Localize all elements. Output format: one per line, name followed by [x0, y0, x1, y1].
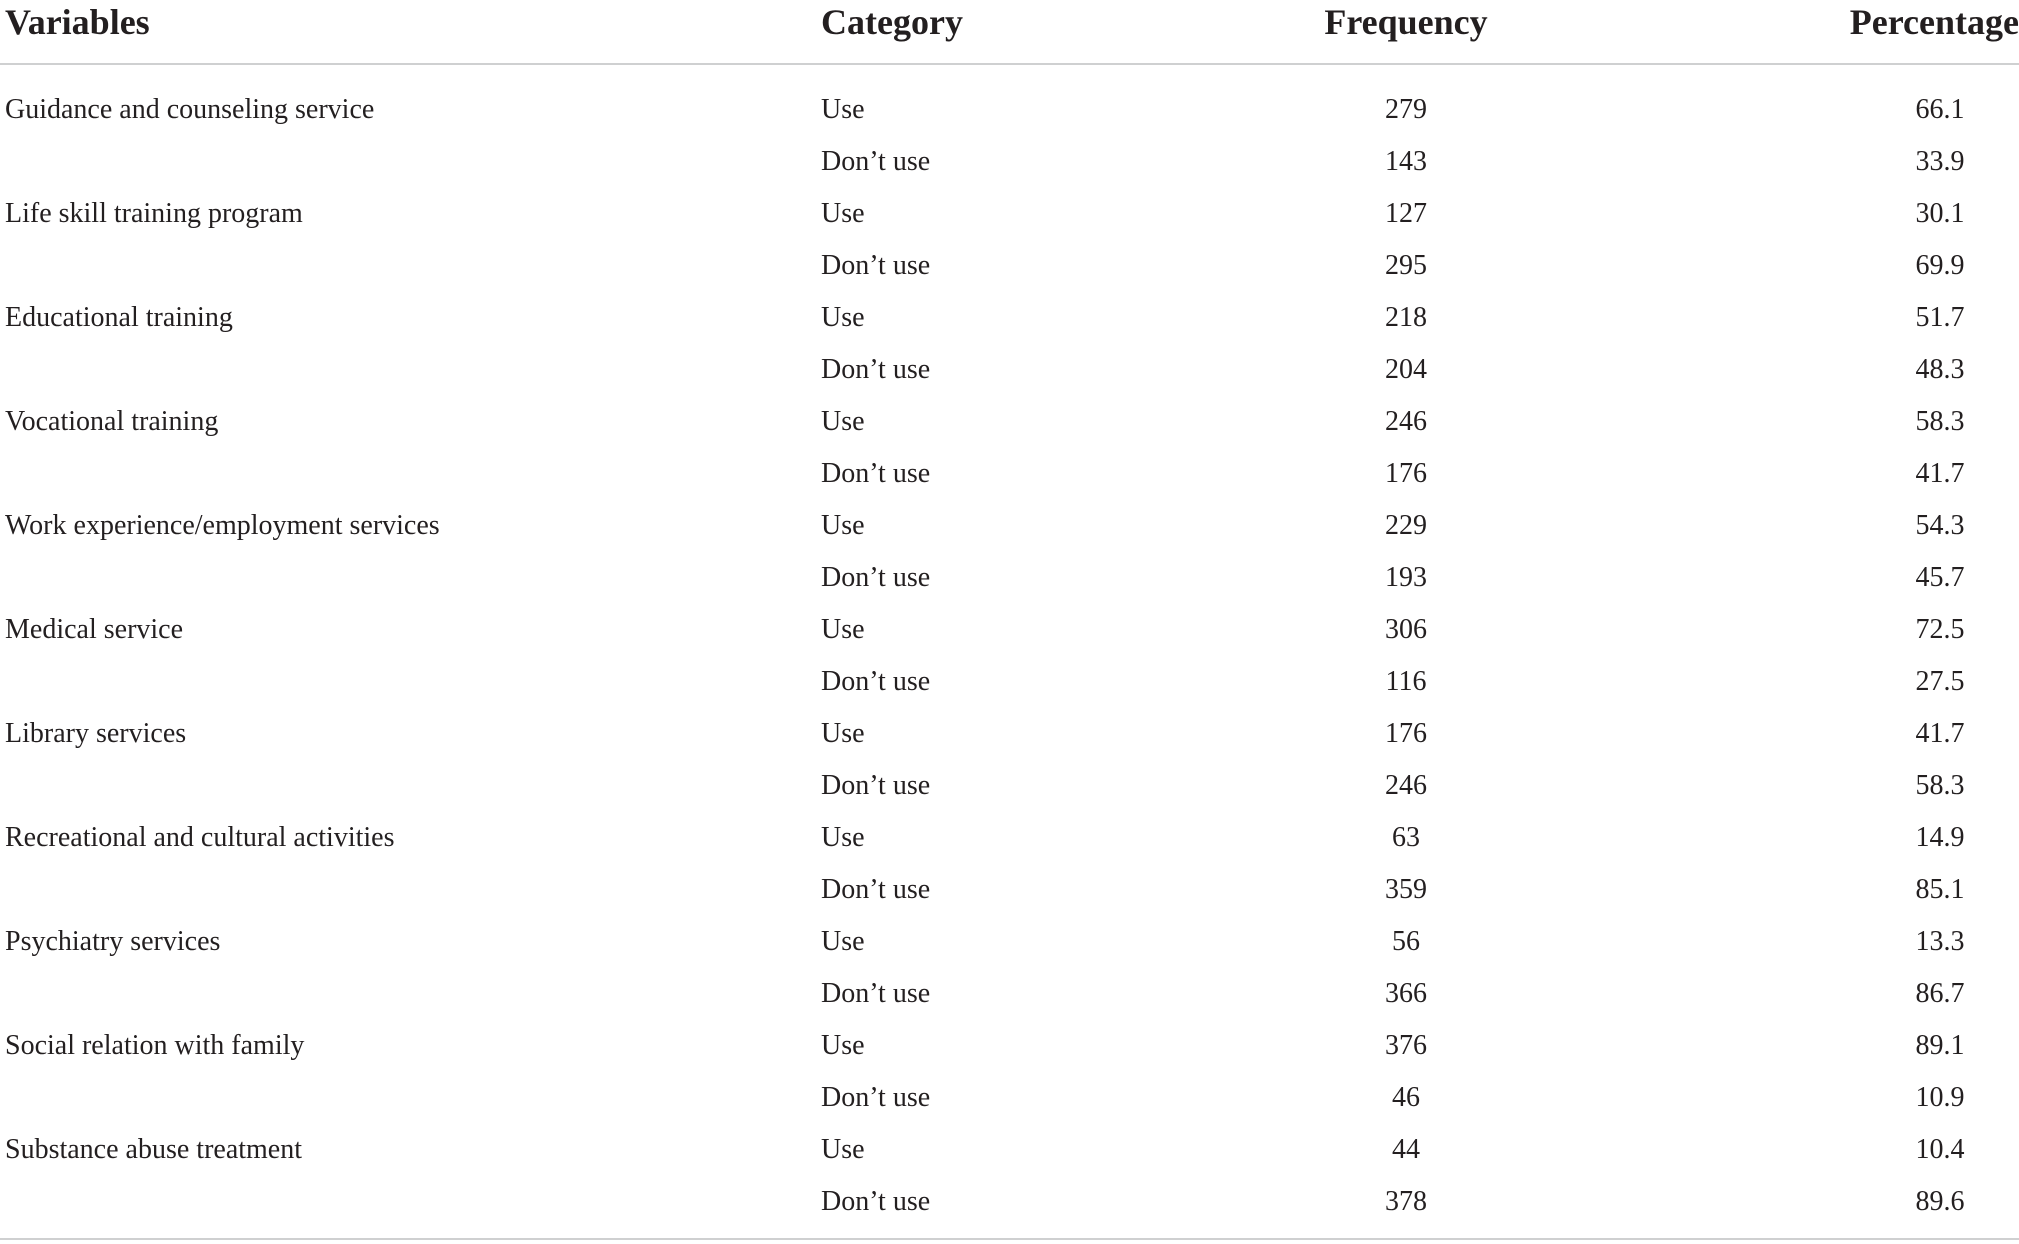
- cell-category: Use: [821, 822, 865, 853]
- table-row: [0, 660, 2019, 712]
- header-category: Category: [821, 2, 963, 42]
- cell-frequency: 218: [1385, 302, 1427, 333]
- table-row: [0, 244, 2019, 296]
- cell-variable: Recreational and cultural activities: [5, 822, 395, 853]
- cell-frequency: 295: [1385, 250, 1427, 281]
- cell-variable: Social relation with family: [5, 1030, 305, 1061]
- table-bottom-rule: [0, 1238, 2019, 1240]
- cell-variable: Library services: [5, 718, 187, 749]
- cell-variable: Educational training: [5, 302, 233, 333]
- table-row: [0, 972, 2019, 1024]
- cell-percentage: 10.9: [1915, 1082, 1965, 1113]
- table-row: [0, 868, 2019, 920]
- cell-category: Don’t use: [821, 874, 931, 905]
- cell-frequency: 44: [1392, 1134, 1420, 1165]
- cell-category: Use: [821, 926, 865, 957]
- cell-percentage: 30.1: [1915, 198, 1965, 229]
- cell-percentage: 69.9: [1915, 250, 1965, 281]
- cell-frequency: 246: [1385, 406, 1427, 437]
- cell-percentage: 33.9: [1915, 146, 1965, 177]
- table-row: [0, 296, 2019, 348]
- header-percentage: Percentage: [1849, 2, 2019, 42]
- table-row: [0, 140, 2019, 192]
- table-row: [0, 88, 2019, 140]
- cell-percentage: 58.3: [1915, 406, 1965, 437]
- cell-category: Don’t use: [821, 146, 931, 177]
- table-row: [0, 1076, 2019, 1128]
- cell-category: Don’t use: [821, 458, 931, 489]
- table-body: [0, 65, 2019, 1232]
- cell-frequency: 246: [1385, 770, 1427, 801]
- cell-frequency: 46: [1392, 1082, 1420, 1113]
- cell-category: Use: [821, 198, 865, 229]
- table-row: [0, 504, 2019, 556]
- table-row: [0, 764, 2019, 816]
- cell-frequency: 176: [1385, 458, 1427, 489]
- cell-percentage: 89.1: [1915, 1030, 1965, 1061]
- cell-category: Use: [821, 302, 865, 333]
- cell-percentage: 54.3: [1915, 510, 1965, 541]
- cell-frequency: 229: [1385, 510, 1427, 541]
- table-row: [0, 192, 2019, 244]
- table-row: [0, 452, 2019, 504]
- cell-category: Use: [821, 510, 865, 541]
- table-row: [0, 920, 2019, 972]
- cell-percentage: 85.1: [1915, 874, 1965, 905]
- cell-frequency: 204: [1385, 354, 1427, 385]
- cell-frequency: 378: [1385, 1186, 1427, 1217]
- cell-percentage: 51.7: [1915, 302, 1965, 333]
- table-row: [0, 816, 2019, 868]
- cell-percentage: 72.5: [1915, 614, 1965, 645]
- cell-variable: Guidance and counseling service: [5, 94, 375, 125]
- cell-percentage: 10.4: [1915, 1134, 1965, 1165]
- table-row: [0, 1024, 2019, 1076]
- table-header: [0, 0, 2019, 65]
- cell-category: Use: [821, 94, 865, 125]
- cell-frequency: 306: [1385, 614, 1427, 645]
- cell-category: Don’t use: [821, 770, 931, 801]
- table-row: [0, 400, 2019, 452]
- header-variables: Variables: [5, 2, 150, 42]
- cell-percentage: 41.7: [1915, 718, 1965, 749]
- table-row: [0, 348, 2019, 400]
- table-row: [0, 1180, 2019, 1232]
- cell-category: Don’t use: [821, 562, 931, 593]
- cell-category: Don’t use: [821, 1186, 931, 1217]
- cell-category: Don’t use: [821, 978, 931, 1009]
- cell-frequency: 63: [1392, 822, 1420, 853]
- cell-category: Use: [821, 406, 865, 437]
- cell-percentage: 66.1: [1915, 94, 1965, 125]
- table-row: [0, 1128, 2019, 1180]
- cell-frequency: 116: [1385, 666, 1427, 697]
- cell-percentage: 58.3: [1915, 770, 1965, 801]
- cell-category: Don’t use: [821, 250, 931, 281]
- cell-category: Use: [821, 614, 865, 645]
- cell-frequency: 176: [1385, 718, 1427, 749]
- cell-category: Use: [821, 1134, 865, 1165]
- cell-frequency: 359: [1385, 874, 1427, 905]
- cell-percentage: 86.7: [1915, 978, 1965, 1009]
- cell-variable: Psychiatry services: [5, 926, 221, 957]
- cell-percentage: 14.9: [1915, 822, 1965, 853]
- cell-frequency: 56: [1392, 926, 1420, 957]
- cell-variable: Life skill training program: [5, 198, 303, 229]
- table-row: [0, 608, 2019, 660]
- cell-frequency: 127: [1385, 198, 1427, 229]
- cell-variable: Substance abuse treatment: [5, 1134, 303, 1165]
- cell-category: Use: [821, 1030, 865, 1061]
- cell-category: Don’t use: [821, 666, 931, 697]
- cell-frequency: 193: [1385, 562, 1427, 593]
- cell-percentage: 89.6: [1915, 1186, 1965, 1217]
- cell-category: Don’t use: [821, 1082, 931, 1113]
- cell-frequency: 376: [1385, 1030, 1427, 1061]
- cell-frequency: 143: [1385, 146, 1427, 177]
- cell-category: Don’t use: [821, 354, 931, 385]
- cell-frequency: 279: [1385, 94, 1427, 125]
- cell-variable: Vocational training: [5, 406, 219, 437]
- cell-percentage: 45.7: [1915, 562, 1965, 593]
- table-row: [0, 556, 2019, 608]
- cell-variable: Work experience/employment services: [5, 510, 440, 541]
- cell-frequency: 366: [1385, 978, 1427, 1009]
- cell-percentage: 27.5: [1915, 666, 1965, 697]
- table-row: [0, 712, 2019, 764]
- cell-percentage: 13.3: [1915, 926, 1965, 957]
- cell-variable: Medical service: [5, 614, 184, 645]
- cell-percentage: 41.7: [1915, 458, 1965, 489]
- cell-category: Use: [821, 718, 865, 749]
- cell-percentage: 48.3: [1915, 354, 1965, 385]
- header-frequency: Frequency: [1324, 2, 1488, 42]
